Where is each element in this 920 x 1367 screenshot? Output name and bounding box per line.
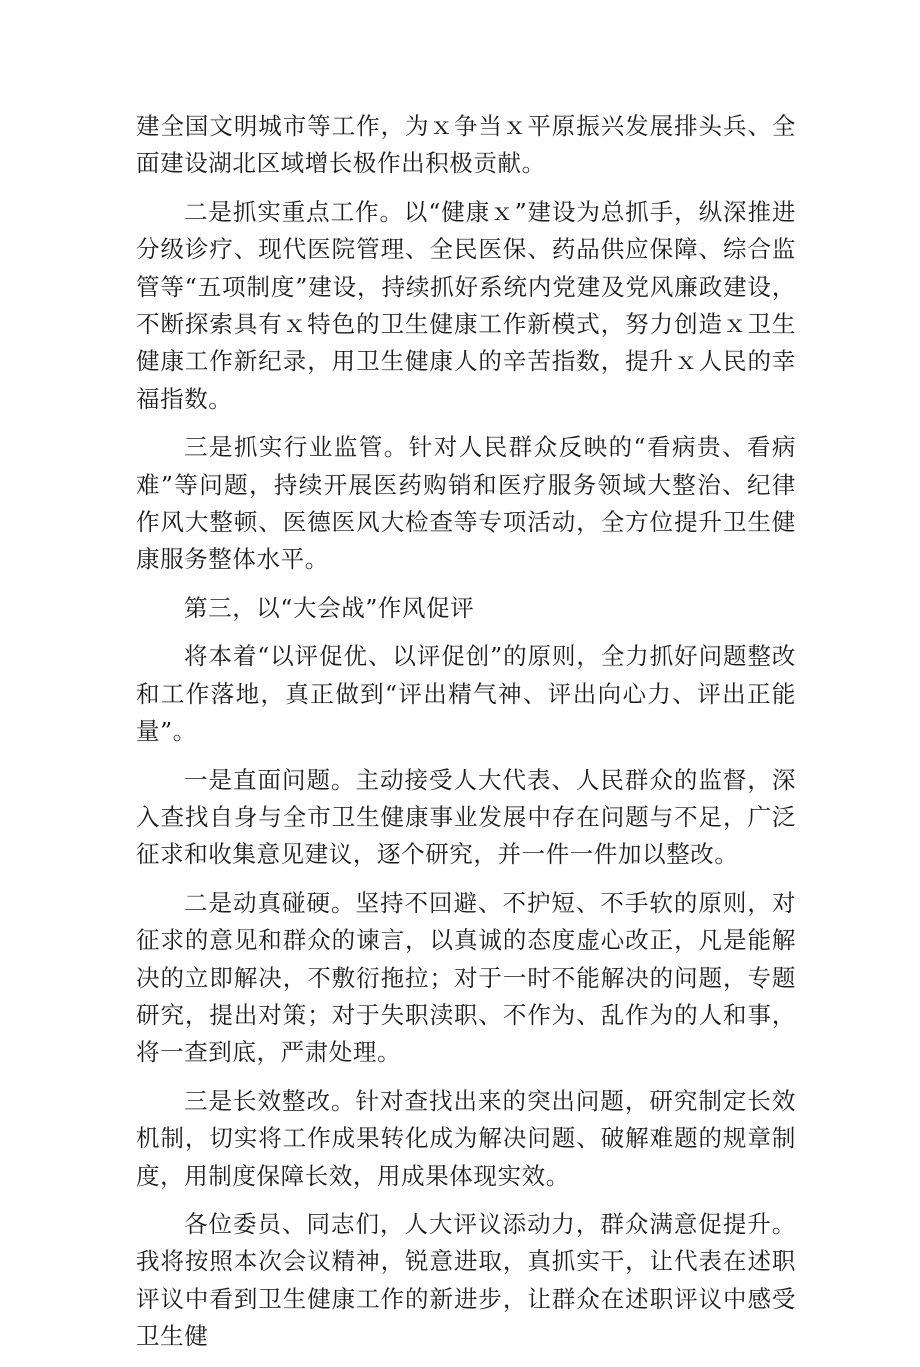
paragraph-face-problems: 一是直面问题。主动接受人大代表、人民群众的监督，深入查找自身与全市卫生健康事业发展中存在问题与不足，广泛征求和收集意见建议，逐个研究，并一件一件加以整改。: [136, 765, 796, 869]
paragraph-principle: 将本着“以评促优、以评促创”的原则，全力抓好问题整改和工作落地，真正做到“评出精气神、评出向心力、评出正能量”。: [136, 642, 796, 746]
paragraph-long-term-rectification: 三是长效整改。针对查找出来的突出问题，研究制定长效机制，切实将工作成果转化成为解决问题、破解难题的规章制度，用制度保障长效，用成果体现实效。: [136, 1086, 796, 1190]
paragraph-closing: 各位委员、同志们，人大评议添动力，群众满意促提升。我将按照本次会议精神，锐意进取，真抓实干，让代表在述职评议中看到卫生健康工作的新进步，让群众在述职评议中感受卫生健: [136, 1209, 796, 1351]
paragraph-continued: 建全国文明城市等工作，为ｘ争当ｘ平原振兴发展排头兵、全面建设湖北区域增长极作出积极贡献。: [136, 112, 796, 178]
paragraph-key-work: 二是抓实重点工作。以“健康ｘ”建设为总抓手，纵深推进分级诊疗、现代医院管理、全民医保、药品供应保障、综合监管等“五项制度”建设，持续抓好系统内党建及党风廉政建设，不断探索具有ｘ特色的卫生健康工作新模式，努力创造ｘ卫生健康工作新纪录，用卫生健康人的辛苦指数，提升ｘ人民的幸福指数。: [136, 197, 796, 413]
section-heading-third: 第三，以“大会战”作风促评: [184, 593, 475, 622]
paragraph-industry-supervision: 三是抓实行业监管。针对人民群众反映的“看病贵、看病难”等问题，持续开展医药购销和医疗服务领域大整治、纪律作风大整顿、医德医风大检查等专项活动，全方位提升卫生健康服务整体水平。: [136, 433, 796, 574]
document-page: [136, 108, 796, 1367]
paragraph-tough-action: 二是动真碰硬。坚持不回避、不护短、不手软的原则，对征求的意见和群众的谏言，以真诚的态度虚心改正，凡是能解决的立即解决，不敷衍拖拉；对于一时不能解决的问题，专题研究，提出对策；对于失职渎职、不作为、乱作为的人和事，将一查到底，严肃处理。: [136, 888, 796, 1067]
